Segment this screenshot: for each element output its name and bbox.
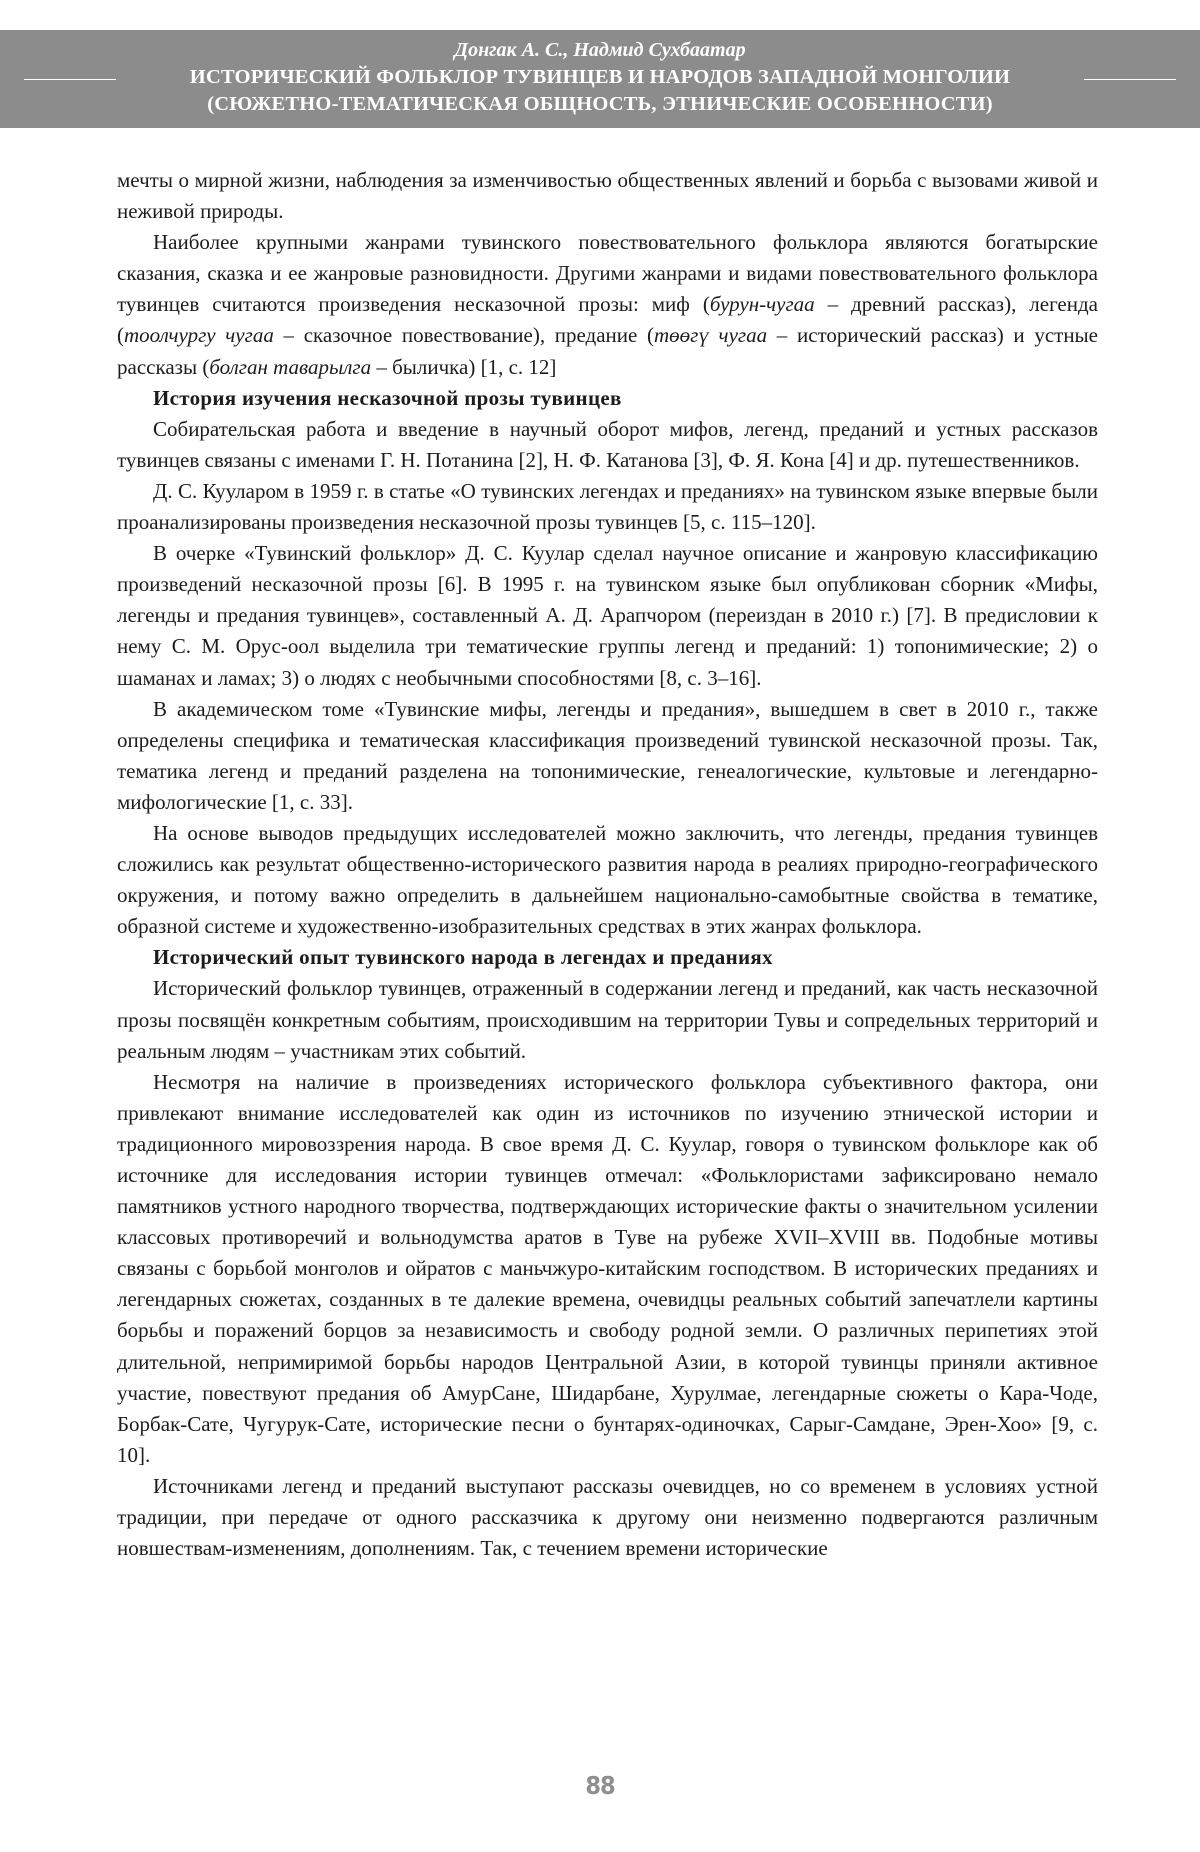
term-toogu-chugaa: төөгү чугаа (654, 323, 768, 348)
header-title (130, 64, 1070, 118)
header-authors: Донгак А. С., Надмид Сухбаатар (454, 39, 746, 61)
article-body (117, 165, 1098, 1564)
paragraph-2 (117, 227, 1098, 382)
paragraph-1: мечты о мирной жизни, наблюдения за изменчивостью общественных явлений и борьба с вызовами живой и неживой природы. (117, 168, 1098, 224)
paragraph-5: В очерке «Тувинский фольклор» Д. С. Куулар сделал научное описание и жанровую классификацию произведений несказочной прозы [6]. В 1995 г. на тувинском языке был опубликован сборник «Мифы, легенды и предания тувинцев», составленный А. Д. Арапчором (переиздан в 2010 г.) [7]. В предисловии к нему С. М. Орус-оол выделила три тематические группы легенд и преданий: 1) топонимические; 2) о шаманах и ламах; 3) о людях с необычными способностями [8, с. 3–16]. (117, 541, 1098, 690)
paragraph-10: Источниками легенд и преданий выступают рассказы очевидцев, но со временем в условиях устной традиции, при передаче от одного рассказчика к другому они неизменно подвергаются различным новшествам-изменениям, дополнениям. Так, с течением времени исторические (117, 1473, 1098, 1561)
paragraph-3: Собирательская работа и введение в научный оборот мифов, легенд, преданий и устных рассказов тувинцев связаны с именами Г. Н. Потанина [2], Н. Ф. Катанова [3], Ф. Я. Кона [4] и др. путешественников. (117, 416, 1098, 472)
header-title-line-1: ИСТОРИЧЕСКИЙ ФОЛЬКЛОР ТУВИНЦЕВ И НАРОДОВ ЗАПАДНОЙ МОНГОЛИИ (189, 66, 1011, 88)
paragraph-9: Несмотря на наличие в произведениях исторического фольклора субъективного фактора, они привлекают внимание исследователей как один из источников по изучению этнической истории и традиционного мировоззрения народа. В свое время Д. С. Куулар, говоря о тувинском фольклоре как об источнике для исследования истории тувинцев отмечал: «Фольклористами зафиксировано немало памятников устного народного творчества, подтверждающих исторические факты о значительном усилении классовых противоречий и вольнодумства аратов в Туве на рубеже XVII–XVIII вв. Подобные мотивы связаны с борьбой монголов и ойратов с маньчжуро-китайским господством. В исторических преданиях и легендарных сюжетах, созданных в те далекие времена, очевидцы реальных событий запечатлели картины борьбы и поражений борцов за независимость и свободу родной земли. О различных перипетиях этой длительной, непримиримой борьбы народов Центральной Азии, в которой тувинцы приняли активное участие, повествуют предания об АмурСане, Шидарбане, Хурулмае, легендарные сюжеты о Кара-Чоде, Борбак-Сате, Чугурук-Сате, исторические песни о бунтарях-одиночках, Сарыг-Самдане, Эрен-Хоо» [9, с. 10]. (117, 1069, 1098, 1467)
running-header (0, 30, 1200, 128)
section-heading-1: История изучения несказочной прозы тувинцев (153, 385, 622, 410)
term-toolchurgu-chugaa: тоолчургу чугаа (124, 323, 274, 348)
header-rule-right (1084, 79, 1176, 80)
paragraph-6: В академическом томе «Тувинские мифы, легенды и предания», вышедшем в свет в 2010 г., также определены специфика и тематическая классификация произведений тувинской несказочной прозы. Так, тематика легенд и преданий разделена на топонимические, генеалогические, культовые и легендарно-мифологические [1, с. 33]. (117, 696, 1098, 814)
header-title-line-2: (СЮЖЕТНО-ТЕМАТИЧЕСКАЯ ОБЩНОСТЬ, ЭТНИЧЕСКИЕ ОСОБЕННОСТИ) (207, 93, 993, 115)
paragraph-2-text-2: – древний рассказ), легенда ( (117, 292, 1098, 348)
term-bolgan-tavarylga: болган таварылга (209, 354, 372, 379)
section-heading-2: Исторический опыт тувинского народа в легендах и преданиях (153, 945, 773, 970)
paragraph-4: Д. С. Кууларом в 1959 г. в статье «О тувинских легендах и преданиях» на тувинском языке впервые были проанализированы произведения несказочной прозы тувинцев [5, с. 115–120]. (117, 478, 1098, 535)
paragraph-2-text-3: – сказочное повествование), предание ( (273, 323, 655, 348)
header-rule-left (24, 79, 116, 80)
paragraph-7: На основе выводов предыдущих исследователей можно заключить, что легенды, предания тувинцев сложились как результат общественно-исторического развития народа в реалиях природно-географического окружения, и потому важно определить в дальнейшем национально-самобытные свойства в тематике, образной системе и художественно-изобразительных средствах в этих жанрах фольклора. (117, 820, 1098, 939)
paragraph-8: Исторический фольклор тувинцев, отраженный в содержании легенд и преданий, как часть несказочной прозы посвящён конкретным событиям, происходившим на территории Тувы и сопредельных территорий и реальным людям – участникам этих событий. (117, 976, 1098, 1063)
term-burun-chugaa: бурун-чугаа (709, 292, 815, 317)
paragraph-2-text-4: – исторический рассказ) и устные рассказы ( (117, 323, 1098, 379)
page-number: 88 (585, 1771, 615, 1800)
paragraph-2-text-5: – быличка) [1, с. 12] (371, 354, 557, 379)
paragraph-2-text-1: Наиболее крупными жанрами тувинского повествовательного фольклора являются богатырские сказания, сказка и ее жанровые разновидности. Другими жанрами и видами повествовательного фольклора тувинцев считаются произведения несказочной прозы: миф ( (117, 230, 1098, 317)
